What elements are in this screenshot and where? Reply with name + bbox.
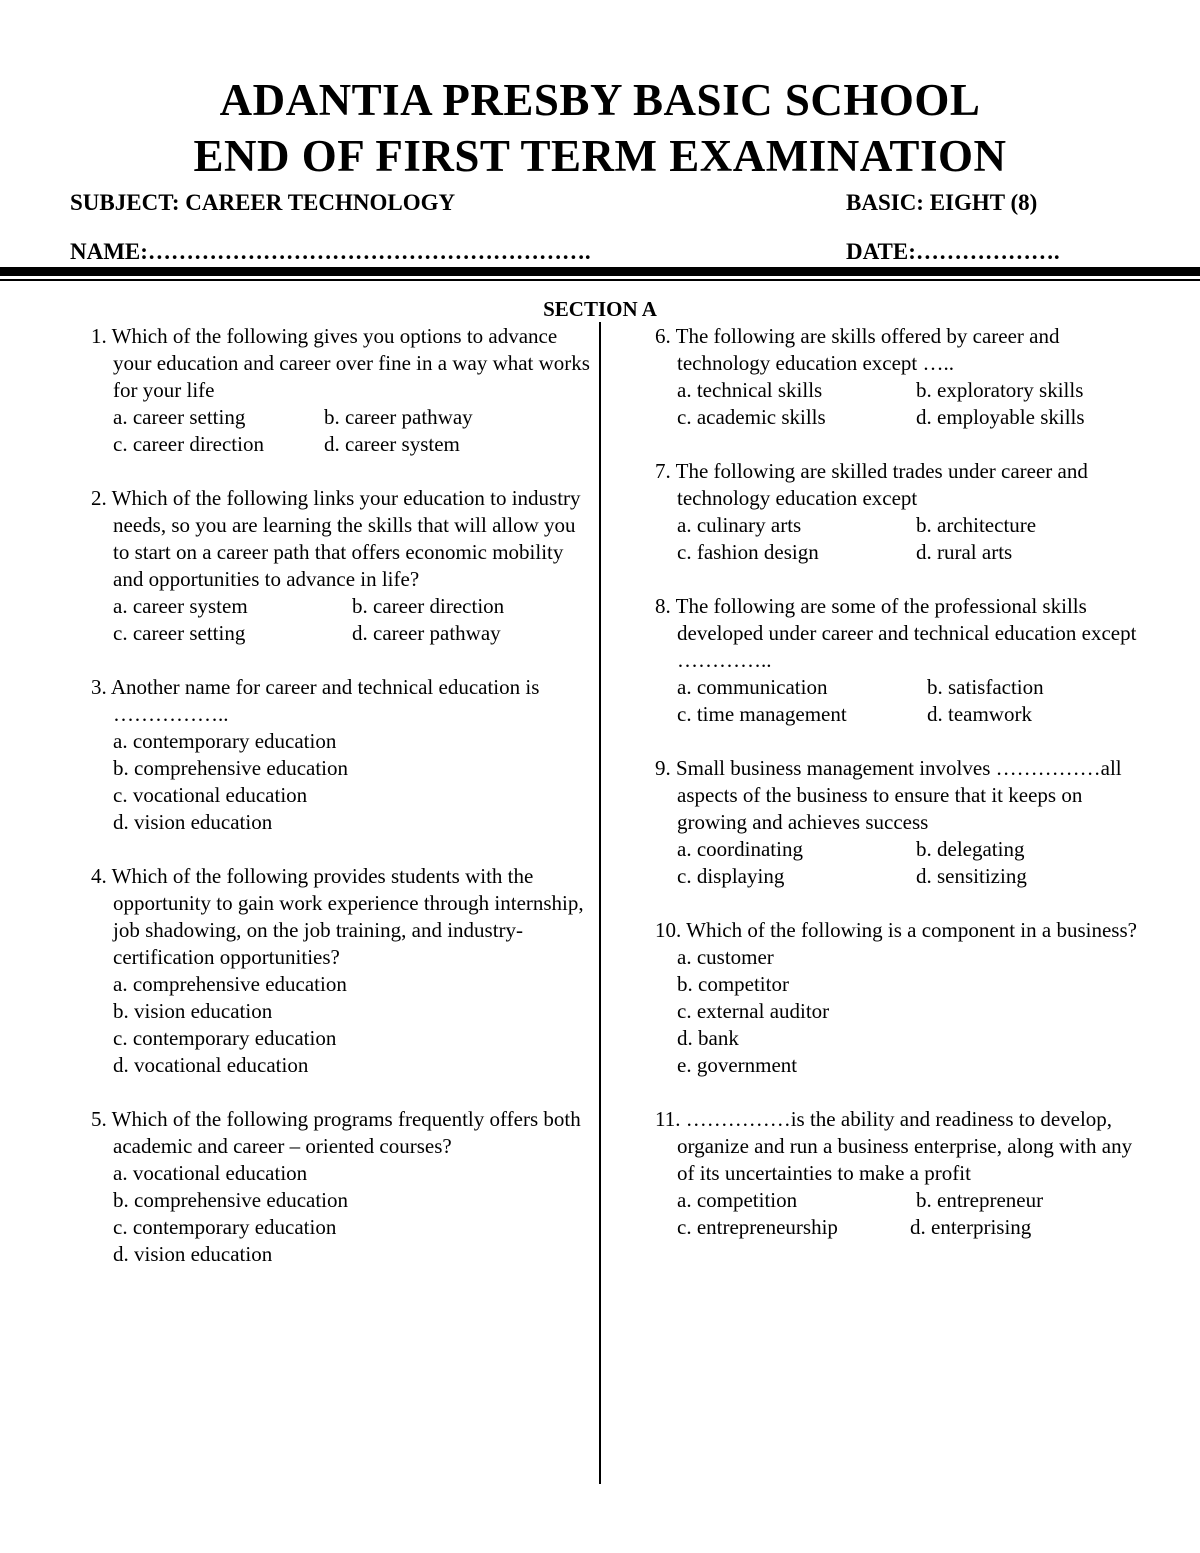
option-c: c. career direction bbox=[113, 432, 264, 456]
question-9 bbox=[634, 755, 1154, 890]
option-c: c. career setting bbox=[113, 621, 246, 645]
question-stem: 9. Small business management involves ……………all aspects of the business to ensure that it keeps on growing and achieves success bbox=[655, 756, 1122, 834]
option-d: d. vision education bbox=[113, 810, 273, 834]
question-3 bbox=[70, 674, 592, 836]
option-b: b. entrepreneur bbox=[916, 1188, 1044, 1212]
option-b: b. satisfaction bbox=[927, 675, 1044, 699]
option-d: d. vision education bbox=[113, 1242, 273, 1266]
basic-line: BASIC: EIGHT (8) bbox=[846, 190, 1038, 215]
option-a: a. career system bbox=[113, 594, 248, 618]
option-a: a. culinary arts bbox=[677, 513, 802, 537]
subject-line: SUBJECT: CAREER TECHNOLOGY bbox=[70, 190, 456, 215]
option-b: b. competitor bbox=[677, 972, 789, 996]
question-stem: 5. Which of the following programs frequently offers both academic and career – oriented courses? bbox=[91, 1107, 581, 1158]
option-b: b. delegating bbox=[916, 837, 1025, 861]
question-stem: 7. The following are skilled trades under career and technology education except bbox=[655, 459, 1088, 510]
option-b: b. comprehensive education bbox=[113, 1188, 348, 1212]
option-d: d. employable skills bbox=[916, 405, 1085, 429]
question-7 bbox=[634, 458, 1154, 566]
option-d: d. teamwork bbox=[927, 702, 1032, 726]
section-title: SECTION A bbox=[543, 297, 657, 321]
question-stem: 8. The following are some of the professional skills developed under career and technical education except ………….. bbox=[655, 594, 1137, 672]
left-column bbox=[70, 323, 592, 1295]
header-thin-rule bbox=[0, 279, 1200, 281]
option-a: a. comprehensive education bbox=[113, 972, 347, 996]
question-2 bbox=[70, 485, 592, 647]
option-e: e. government bbox=[677, 1053, 798, 1077]
option-a: a. communication bbox=[677, 675, 828, 699]
question-11 bbox=[634, 1106, 1154, 1241]
option-d: d. enterprising bbox=[910, 1215, 1032, 1239]
option-b: b. exploratory skills bbox=[916, 378, 1084, 402]
question-stem: 1. Which of the following gives you options to advance your education and career over fine in a way what works for your life bbox=[91, 324, 590, 402]
option-a: a. contemporary education bbox=[113, 729, 337, 753]
option-c: c. time management bbox=[677, 702, 847, 726]
question-5 bbox=[70, 1106, 592, 1268]
question-4 bbox=[70, 863, 592, 1079]
column-divider bbox=[599, 322, 601, 1484]
option-a: a. customer bbox=[677, 945, 774, 969]
option-c: c. contemporary education bbox=[113, 1215, 337, 1239]
option-d: d. career system bbox=[324, 432, 460, 456]
option-c: c. fashion design bbox=[677, 540, 819, 564]
date-field-line: DATE:………………. bbox=[846, 239, 1060, 264]
option-b: b. career pathway bbox=[324, 405, 473, 429]
option-c: c. academic skills bbox=[677, 405, 826, 429]
question-1 bbox=[70, 323, 592, 458]
option-c: c. displaying bbox=[677, 864, 785, 888]
option-a: a. vocational education bbox=[113, 1161, 308, 1185]
option-d: d. rural arts bbox=[916, 540, 1013, 564]
name-field-line: NAME:…………………………………………………. bbox=[70, 239, 591, 264]
question-6 bbox=[634, 323, 1154, 431]
question-10 bbox=[634, 917, 1154, 1079]
question-stem: 4. Which of the following provides students with the opportunity to gain work experience through internship, job shadowing, on the job training, and industry-certification opportunities? bbox=[91, 864, 584, 969]
option-c: c. entrepreneurship bbox=[677, 1215, 838, 1239]
question-stem: 10. Which of the following is a component in a business? bbox=[655, 918, 1137, 942]
school-name: ADANTIA PRESBY BASIC SCHOOL bbox=[219, 75, 981, 125]
option-a: a. technical skills bbox=[677, 378, 823, 402]
option-c: c. vocational education bbox=[113, 783, 308, 807]
question-8 bbox=[634, 593, 1154, 728]
option-b: b. career direction bbox=[352, 594, 505, 618]
option-d: d. career pathway bbox=[352, 621, 501, 645]
option-c: c. contemporary education bbox=[113, 1026, 337, 1050]
question-stem: 6. The following are skills offered by career and technology education except ….. bbox=[655, 324, 1060, 375]
option-b: b. comprehensive education bbox=[113, 756, 348, 780]
option-a: a. career setting bbox=[113, 405, 246, 429]
header-thick-rule bbox=[0, 267, 1200, 276]
option-c: c. external auditor bbox=[677, 999, 830, 1023]
option-d: d. bank bbox=[677, 1026, 739, 1050]
option-a: a. coordinating bbox=[677, 837, 803, 861]
option-a: a. competition bbox=[677, 1188, 798, 1212]
right-column bbox=[634, 323, 1154, 1268]
option-d: d. sensitizing bbox=[916, 864, 1027, 888]
option-b: b. architecture bbox=[916, 513, 1037, 537]
exam-title: END OF FIRST TERM EXAMINATION bbox=[193, 131, 1007, 181]
question-stem: 11. ……………is the ability and readiness to develop, organize and run a business enterprise, along with any of its uncertainties to make a profit bbox=[655, 1107, 1133, 1185]
question-stem: 2. Which of the following links your education to industry needs, so you are learning the skills that will allow you to start on a career path that offers economic mobility and opportunities to advance in life? bbox=[91, 486, 581, 591]
question-stem: 3. Another name for career and technical education is …………….. bbox=[91, 675, 540, 726]
option-b: b. vision education bbox=[113, 999, 273, 1023]
option-d: d. vocational education bbox=[113, 1053, 309, 1077]
